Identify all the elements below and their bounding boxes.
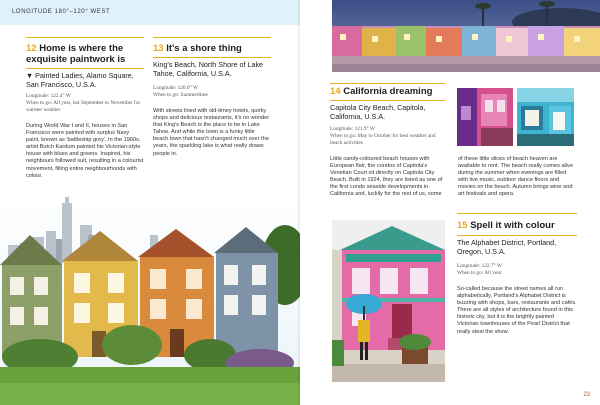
entry-15-subrule <box>457 235 577 236</box>
entry-12-longitude: Longitude: 122.4° W <box>26 93 71 99</box>
entry-15-longitude: Longitude: 122.7° W <box>457 263 502 269</box>
entry-15-when: When to go: All year <box>457 270 502 276</box>
entry-14-body-col1: Little candy-coloured beach houses with European flair, the condos of Capitola's Venetian Court sit directly on Capitola City Beach. Built in 1924, they are listed as one of the first condo seaside developments in California and, luckily for the rest of us, some <box>330 156 443 198</box>
right-page <box>300 0 600 405</box>
entry-15-place: The Alphabet District, Portland, Oregon, U.S.A. <box>457 238 557 256</box>
entry-15-rule <box>457 213 577 214</box>
entry-13-subrule <box>153 57 271 58</box>
capitola-photo <box>332 0 600 72</box>
entry-15-title <box>457 220 577 231</box>
entry-14-number: 14 <box>330 86 341 97</box>
entry-14-rule <box>330 83 445 84</box>
entry-15-number: 15 <box>457 220 468 231</box>
entry-14-when: When to go: May to October for best weather and beach activities <box>330 133 436 146</box>
entry-15-heading: Spell it with colour <box>470 220 555 231</box>
entry-15-body: So-called because the street names all run alphabetically, Portland's Alphabet District is buzzing with shops, bars, restaurants and cafés. There are all styles of architecture found in this historic city, but it is the brightly painted Victorian townhouses of the Pearl District that really steal the show. <box>457 286 577 335</box>
entry-12-heading: Home is where the exquisite paintwork is <box>26 43 126 65</box>
entry-12-place: ▼ Painted Ladies, Alamo Square, San Francisco, U.S.A. <box>26 71 134 89</box>
entry-13-body: With streets lined with old-timey hotels, quirky shops and delicious restaurants, it's no wonder that King's Beach is the place to be in Lake Tahoe. And while the town is a funky little beach town that hasn't changed much over the years, the sparkling lake is what really draws people in. <box>153 108 270 157</box>
entry-14-subrule <box>330 100 445 101</box>
entry-13-heading: It's a shore thing <box>166 43 242 54</box>
entry-14-heading: California dreaming <box>343 86 433 97</box>
running-head: LONGITUDE 180°–120° WEST <box>12 9 111 15</box>
entry-12-number: 12 <box>26 43 37 54</box>
entry-12-body: During World War I and II, houses in San Francisco were painted with surplus Navy paint, known as 'battleship grey'. In the 1960s, artist Butch Kardum painted his Victorian-style house with blues and greens. Inspired, his neighbours followed suit, resulting in a colourist movement, filling entire neighbourhoods with colour. <box>26 123 144 179</box>
entry-13-number: 13 <box>153 43 164 54</box>
entry-13-rule <box>153 37 271 38</box>
entry-12-subrule <box>26 68 144 69</box>
entry-12-rule <box>26 37 144 38</box>
entry-14-title <box>330 86 448 97</box>
entry-12-when: When to go: All year, but September to November for warmer weather <box>26 100 141 113</box>
alphabet-district-photo <box>332 220 445 382</box>
entry-14-place: Capitola City Beach, Capitola, California, U.S.A. <box>330 103 426 121</box>
entry-13-when: When to go: Summertime <box>153 92 208 98</box>
capitola-detail-photo-2 <box>517 88 574 146</box>
painted-ladies-photo <box>0 195 300 405</box>
entry-13-place: King's Beach, North Shore of Lake Tahoe, California, U.S.A. <box>153 60 264 78</box>
page-number: 23 <box>583 392 590 398</box>
entry-13-longitude: Longitude: 120.0° W <box>153 85 198 91</box>
entry-13-title <box>153 43 271 54</box>
entry-12-title <box>26 43 144 65</box>
entry-14-body-col2: of these little slices of beach heaven are available to rent. The beach really comes alive during the summer when evenings are filled with live music, outdoor dance floors and movies on the beach. Autumn brings wine and art festivals and opera. <box>458 156 573 198</box>
entry-14-longitude: Longitude: 121.9° W <box>330 126 375 132</box>
capitola-detail-photo-1 <box>457 88 513 146</box>
